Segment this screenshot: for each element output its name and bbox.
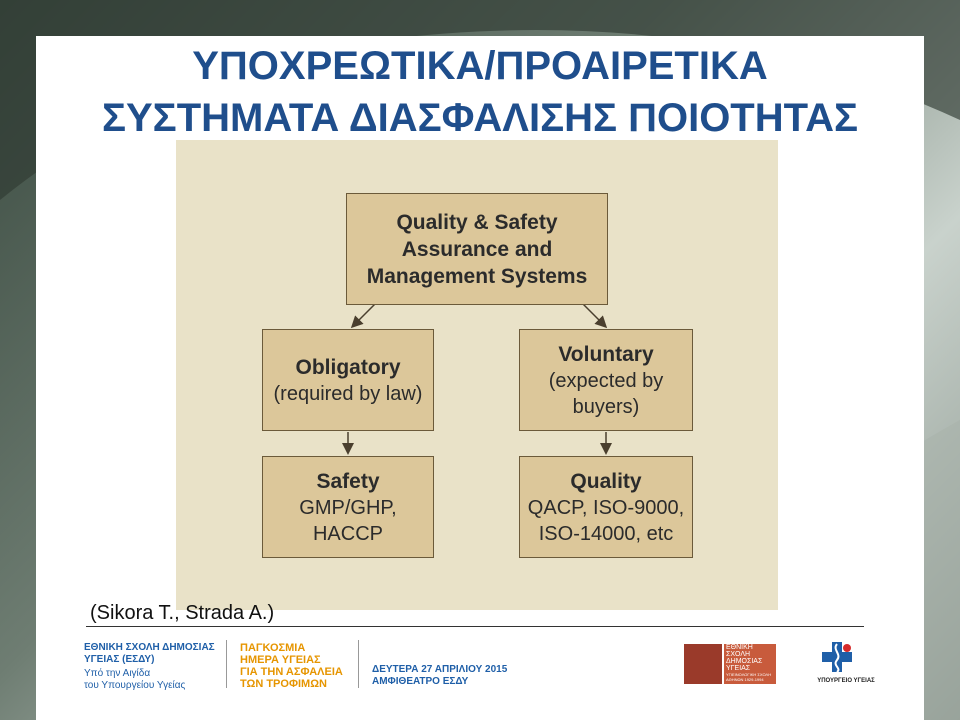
footer [36, 632, 924, 720]
medical-cross-icon [820, 640, 854, 674]
event-line-1: ΠΑΓΚΟΣΜΙΑ [240, 642, 306, 654]
voluntary-line-1: (expected by [548, 369, 664, 392]
footer-separator-2 [358, 640, 359, 688]
title-line-2: ΣΥΣΤΗΜΑΤΑ ΔΙΑΣΦΑΛΙΣΗΣ ΠΟΙΟΤΗΤΑΣ [102, 96, 858, 140]
safety-node [262, 456, 434, 558]
quality-line-2: ISO-14000, etc [538, 522, 674, 545]
footer-rule [86, 626, 864, 627]
aegis-line-2: του Υπουργείου Υγείας [84, 680, 186, 691]
logo-portrait-icon [684, 644, 722, 684]
event-line-3: ΓΙΑ ΤΗΝ ΑΣΦΑΛΕΙΑ [240, 666, 343, 678]
obligatory-node [262, 329, 434, 431]
logo-text-3: ΔΗΜΟΣΙΑΣ [726, 658, 763, 665]
quality-node [519, 456, 693, 558]
obligatory-subtitle: (required by law) [273, 382, 423, 405]
school-logo [684, 644, 776, 684]
voluntary-title: Voluntary [558, 342, 654, 366]
logo-text-5: ΥΓΙΕΙΝΟΛΟΓΙΚΗ ΣΧΟΛΗ [726, 672, 772, 677]
citation: (Sikora T., Strada A.) [90, 602, 275, 624]
root-line-2: Assurance and [401, 237, 553, 261]
voluntary-line-2: buyers) [572, 395, 640, 418]
safety-line-2: HACCP [312, 522, 383, 545]
safety-title: Safety [316, 469, 380, 493]
root-line-3: Management Systems [366, 264, 588, 288]
arrow-root-to-obligatory [353, 304, 375, 326]
voluntary-node [519, 329, 693, 431]
logo-text-block [724, 644, 776, 684]
safety-line-1: GMP/GHP, [299, 496, 397, 519]
quality-title: Quality [570, 469, 642, 493]
date-line-1: ΔΕΥΤΕΡΑ 27 ΑΠΡΙΛΙΟΥ 2015 [372, 664, 508, 675]
event-line-4: ΤΩΝ ΤΡΟΦΙΜΩΝ [240, 678, 327, 690]
logo-text-1: ΕΘΝΙΚΗ [726, 644, 753, 651]
root-line-1: Quality & Safety [396, 210, 558, 234]
date-line-2: ΑΜΦΙΘΕΑΤΡΟ ΕΣΔΥ [372, 676, 469, 687]
obligatory-title: Obligatory [295, 355, 401, 379]
ministry-logo [812, 640, 875, 688]
title-line-1: ΥΠΟΧΡΕΩΤΙΚΑ/ΠΡΟΑΙΡΕΤΙΚΑ [192, 44, 768, 88]
footer-separator-1 [226, 640, 227, 688]
aegis-line-1: Υπό την Αιγίδα [84, 668, 151, 679]
school-name-line-2: ΥΓΕΙΑΣ (ΕΣΔΥ) [84, 654, 155, 665]
school-name-line-1: ΕΘΝΙΚΗ ΣΧΟΛΗ ΔΗΜΟΣΙΑΣ [84, 642, 215, 653]
logo-text-6: ΑΘΗΝΩΝ 1929-1994 [726, 677, 764, 682]
logo-text-4: ΥΓΕΙΑΣ [726, 665, 751, 672]
root-node [346, 193, 608, 305]
event-line-2: ΗΜΕΡΑ ΥΓΕΙΑΣ [240, 654, 321, 666]
quality-line-1: QACP, ISO-9000, [527, 496, 685, 519]
ministry-name: ΥΠΟΥΡΓΕΙΟ ΥΓΕΙΑΣ [817, 678, 875, 684]
arrow-root-to-voluntary [583, 304, 605, 326]
logo-text-2: ΣΧΟΛΗ [726, 651, 751, 658]
